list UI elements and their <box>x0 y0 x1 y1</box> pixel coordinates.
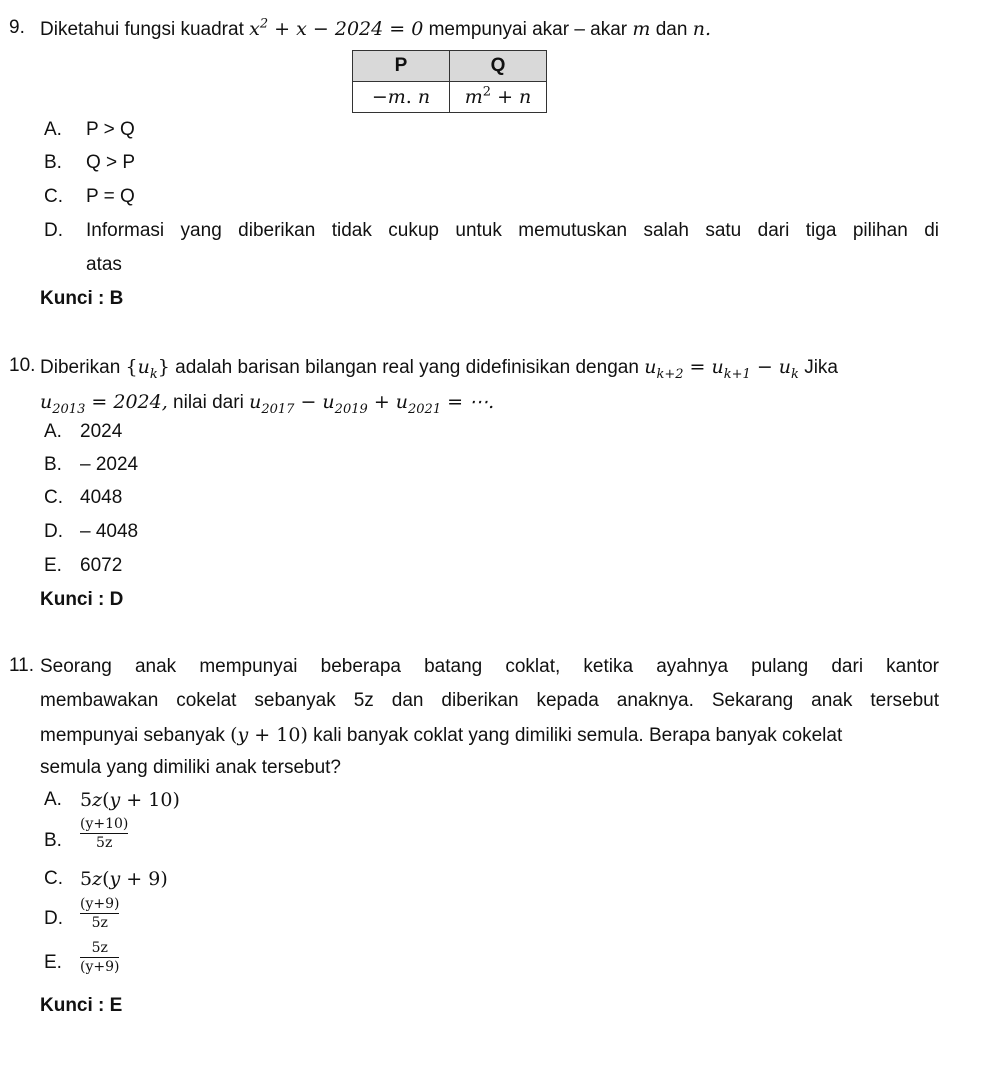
option-fraction: (y+9) 5z <box>80 896 120 931</box>
question-number: 9. <box>9 17 25 38</box>
pq-table <box>352 50 547 113</box>
option-letter: E. <box>44 555 62 576</box>
option-letter: B. <box>44 830 62 851</box>
question-stem-line2: $u_{2013} = 2024$, nilai dari $u_{2017} - u_{2019} + u_{2021}$ = ⋯. <box>40 391 495 417</box>
table-header-p: P <box>353 51 450 82</box>
answer-key: Kunci : D <box>40 589 124 610</box>
expression: (y + 10) <box>230 724 308 746</box>
option-text: 4048 <box>80 487 123 508</box>
table-cell-q: $m^2 + n$ <box>450 82 547 113</box>
sequence-set: $\{u_k\}$ <box>125 356 170 382</box>
option-letter: A. <box>44 119 62 140</box>
option-text: 6072 <box>80 555 123 576</box>
option-text: P = Q <box>86 186 135 207</box>
table-cell-p: −m. n <box>353 82 450 113</box>
option-letter: D. <box>44 521 63 542</box>
option-text: 5z(y + 10) <box>80 789 180 811</box>
given-value: $u_{2013} = 2024$, <box>40 391 168 417</box>
option-letter: C. <box>44 487 63 508</box>
question-stem: Diketahui fungsi kuadrat $x^2 + x - 2024 = 0$ mempunyai akar – akar m dan n. <box>40 16 711 40</box>
equation: $x^2 + x - 2024 = 0$ <box>249 16 424 40</box>
answer-key: Kunci : B <box>40 288 124 309</box>
option-letter: D. <box>44 220 63 241</box>
option-letter: A. <box>44 789 62 810</box>
question-number: 11. <box>9 655 35 676</box>
expression: $u_{2017} - u_{2019} + u_{2021}$ = ⋯. <box>249 391 495 417</box>
option-fraction: 5z (y+9) <box>80 940 120 975</box>
question-stem: Diberikan $\{u_k\}$ adalah barisan bilangan real yang didefinisikan dengan $u_{k+2} = u_{k+1} - u_k$ Jika <box>40 356 838 382</box>
question-number: 10. <box>9 355 36 376</box>
option-text-continued: atas <box>86 254 122 275</box>
question-stem-line3: mempunyai sebanyak (y + 10) kali banyak coklat yang dimiliki semula. Berapa banyak cokelat <box>40 724 843 746</box>
option-text: P > Q <box>86 119 135 140</box>
option-text: Q > P <box>86 152 136 173</box>
option-text: – 2024 <box>80 454 139 475</box>
option-text: 5z(y + 9) <box>80 868 168 890</box>
option-text: Informasi yang diberikan tidak cukup untuk memutuskan salah satu dari tiga pilihan di <box>86 220 939 241</box>
option-letter: A. <box>44 421 62 442</box>
option-letter: B. <box>44 454 62 475</box>
option-letter: B. <box>44 152 62 173</box>
answer-key: Kunci : E <box>40 995 123 1016</box>
question-stem-line1: Seorang anak mempunyai beberapa batang coklat, ketika ayahnya pulang dari kantor <box>40 656 939 677</box>
option-text: – 4048 <box>80 521 139 542</box>
option-letter: C. <box>44 186 63 207</box>
recurrence: $u_{k+2} = u_{k+1} - u_k$ <box>644 356 799 382</box>
table-header-q: Q <box>450 51 547 82</box>
option-text: 2024 <box>80 421 123 442</box>
question-stem-line4: semula yang dimiliki anak tersebut? <box>40 757 341 778</box>
question-stem-line2: membawakan cokelat sebanyak 5z dan diberikan kepada anaknya. Sekarang anak tersebut <box>40 690 939 711</box>
option-letter: E. <box>44 952 62 973</box>
option-letter: D. <box>44 908 63 929</box>
option-fraction: (y+10) 5z <box>80 816 129 851</box>
option-letter: C. <box>44 868 63 889</box>
